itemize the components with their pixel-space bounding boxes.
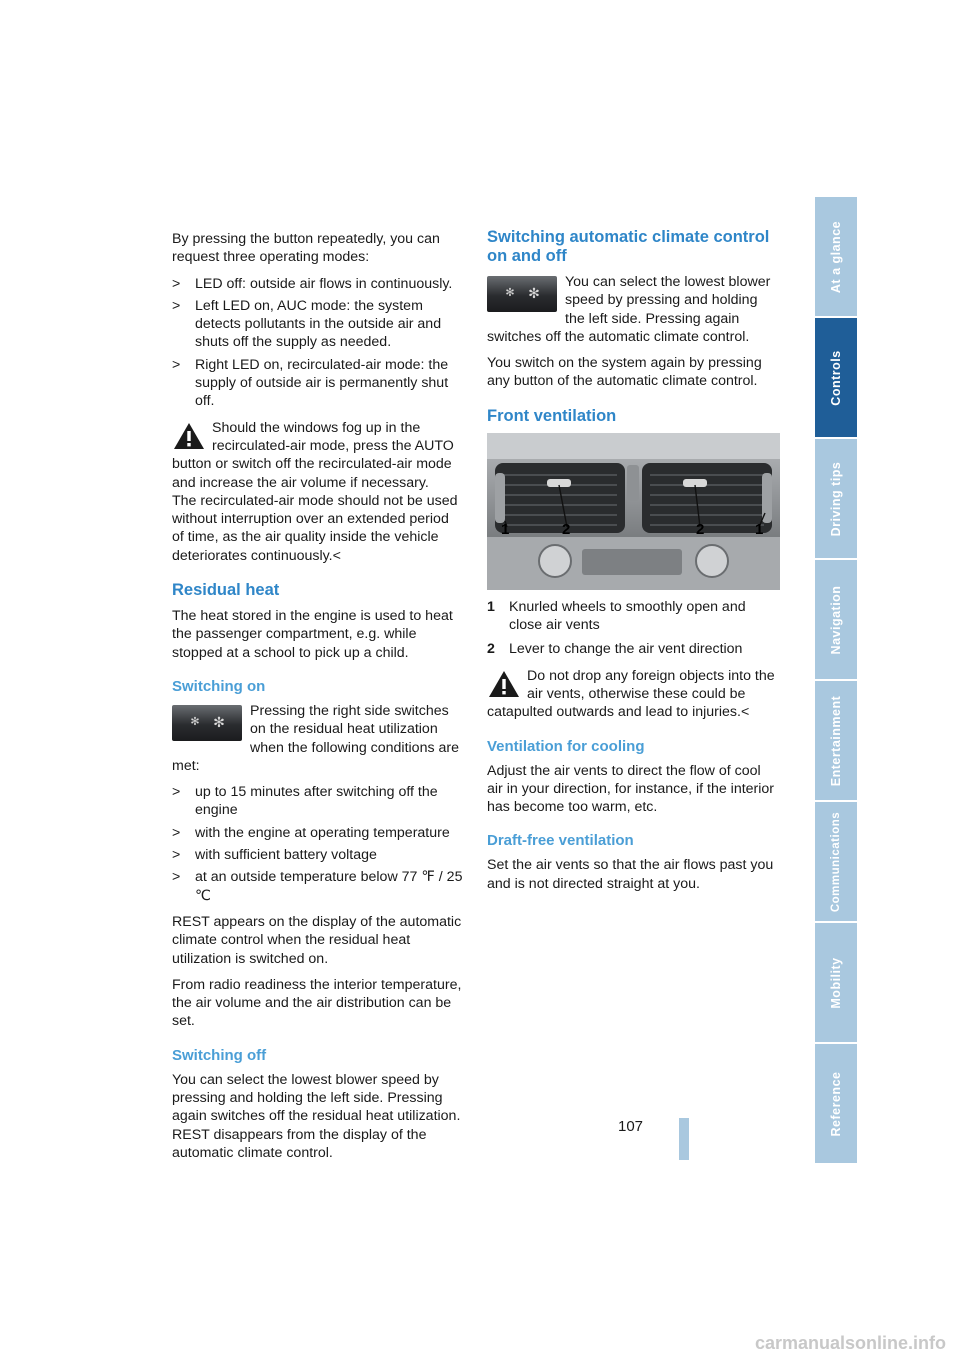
page-marker [679,1118,689,1160]
front-ventilation-heading: Front ventilation [487,406,617,425]
page-number: 107 [618,1118,644,1135]
warning-note-2 [487,667,780,722]
intro-text: By pressing the button repeatedly, you can request three operating modes: [172,231,440,266]
fan-small-icon: ✻ [505,287,515,299]
cooling-heading: Ventilation for cooling [487,737,645,755]
cooling-text: Adjust the air vents to direct the flow of cool air in your direction, for instance, if the interior has become too warm, etc. [487,762,775,816]
left-column [172,230,464,1170]
callout-1-left: 1 [501,520,510,538]
warning-icon [487,669,521,699]
list-item: > with sufficient battery voltage [172,846,464,864]
list-item [487,598,780,635]
fan-large-icon: ✻ [528,285,540,301]
residual-heat-heading: Residual heat [172,581,280,600]
callout-2-left: 2 [562,520,571,538]
tab-at-a-glance[interactable]: At a glance [815,197,857,316]
residual-heat-button-image [172,705,242,741]
switching-on-block [172,702,464,783]
legend-list [487,598,780,659]
warning-text: Should the windows fog up in the recirculated-air mode, press the AUTO button or switch off the recirculated-air mode and increase the air volume if necessary. [172,419,454,491]
list-item: > Left LED on, AUC mode: the system detects pollutants in the outside air and shuts off the supply as needed. [172,297,464,352]
front-vents-figure [487,433,780,590]
item-number: 2 [487,641,495,658]
switching-on-text: Pressing the right side switches on the residual heat utilization when the following conditions are met: [172,702,460,774]
switching-on-heading: Switching on [172,677,266,695]
item-text: Knurled wheels to smoothly open and close air vents [509,598,746,634]
draft-free-heading: Draft-free ventilation [487,832,634,850]
fan-large-icon: ✻ [213,713,225,730]
list-item: > with the engine at operating temperature [172,824,464,842]
auto-climate-text: You can select the lowest blower speed by pressing and holding the left side. Pressing again switches off the automatic climate control. [487,274,771,345]
chapter-tabs [815,197,857,1165]
warning-text: Do not drop any foreign objects into the air vents, otherwise these could be catapulted outwards and lead to injuries. [487,667,775,721]
auto-climate-heading: Switching automatic climate control on and off [487,228,770,265]
tab-communications[interactable]: Communications [815,802,857,921]
list-item: > at an outside temperature below 77 ℉ / 25 ℃ [172,868,464,905]
auto-climate-text-2: You switch on the system again by pressing any button of the automatic climate control. [487,355,762,390]
tab-navigation[interactable]: Navigation [815,560,857,679]
auto-climate-block [487,273,780,354]
list-item [487,640,780,658]
list-item: > LED off: outside air flows in continuously. [172,275,464,293]
fan-small-icon: ✻ [190,715,200,728]
tab-mobility[interactable]: Mobility [815,923,857,1042]
warning-text-2: The recirculated-air mode should not be used without interruption over an extended period of time, as the air quality inside the vehicle deteriorates continuously. [172,492,458,564]
tab-driving-tips[interactable]: Driving tips [815,439,857,558]
vents-illustration [487,433,780,590]
warning-note [172,419,464,565]
right-column [487,228,780,901]
tab-controls[interactable]: Controls [815,318,857,437]
tab-reference[interactable]: Reference [815,1044,857,1163]
warning-icon [172,421,206,451]
end-mark: < [332,547,341,564]
residual-heat-text: The heat stored in the engine is used to heat the passenger compartment, e.g. while stopped at a school to pick up a child. [172,608,453,661]
auto-climate-button-image [487,276,557,312]
conditions-list [172,783,464,905]
watermark: carmanualsonline.info [754,1332,946,1353]
item-number: 1 [487,598,495,615]
draft-free-text: Set the air vents so that the air flows past you and is not directed straight at you. [487,857,774,892]
callout-1-right: 1 [755,520,764,538]
list-item: > Right LED on, recirculated-air mode: the supply of outside air is permanently shut off. [172,356,464,411]
item-text: Lever to change the air vent direction [509,641,743,658]
modes-list [172,275,464,411]
rest-text: REST appears on the display of the automatic climate control when the residual heat utilization is switched on. [172,913,462,967]
switching-off-text: You can select the lowest blower speed by pressing and holding the left side. Pressing again switches off the residual heat utilization. REST disappears from the display of the automatic climate control. [172,1071,461,1161]
callout-2-right: 2 [696,520,705,538]
end-mark: < [740,704,750,721]
radio-text: From radio readiness the interior temperature, the air volume and the air distribution can be set. [172,976,462,1030]
switching-off-heading: Switching off [172,1046,267,1064]
tab-entertainment[interactable]: Entertainment [815,681,857,800]
list-item: > up to 15 minutes after switching off the engine [172,783,464,820]
